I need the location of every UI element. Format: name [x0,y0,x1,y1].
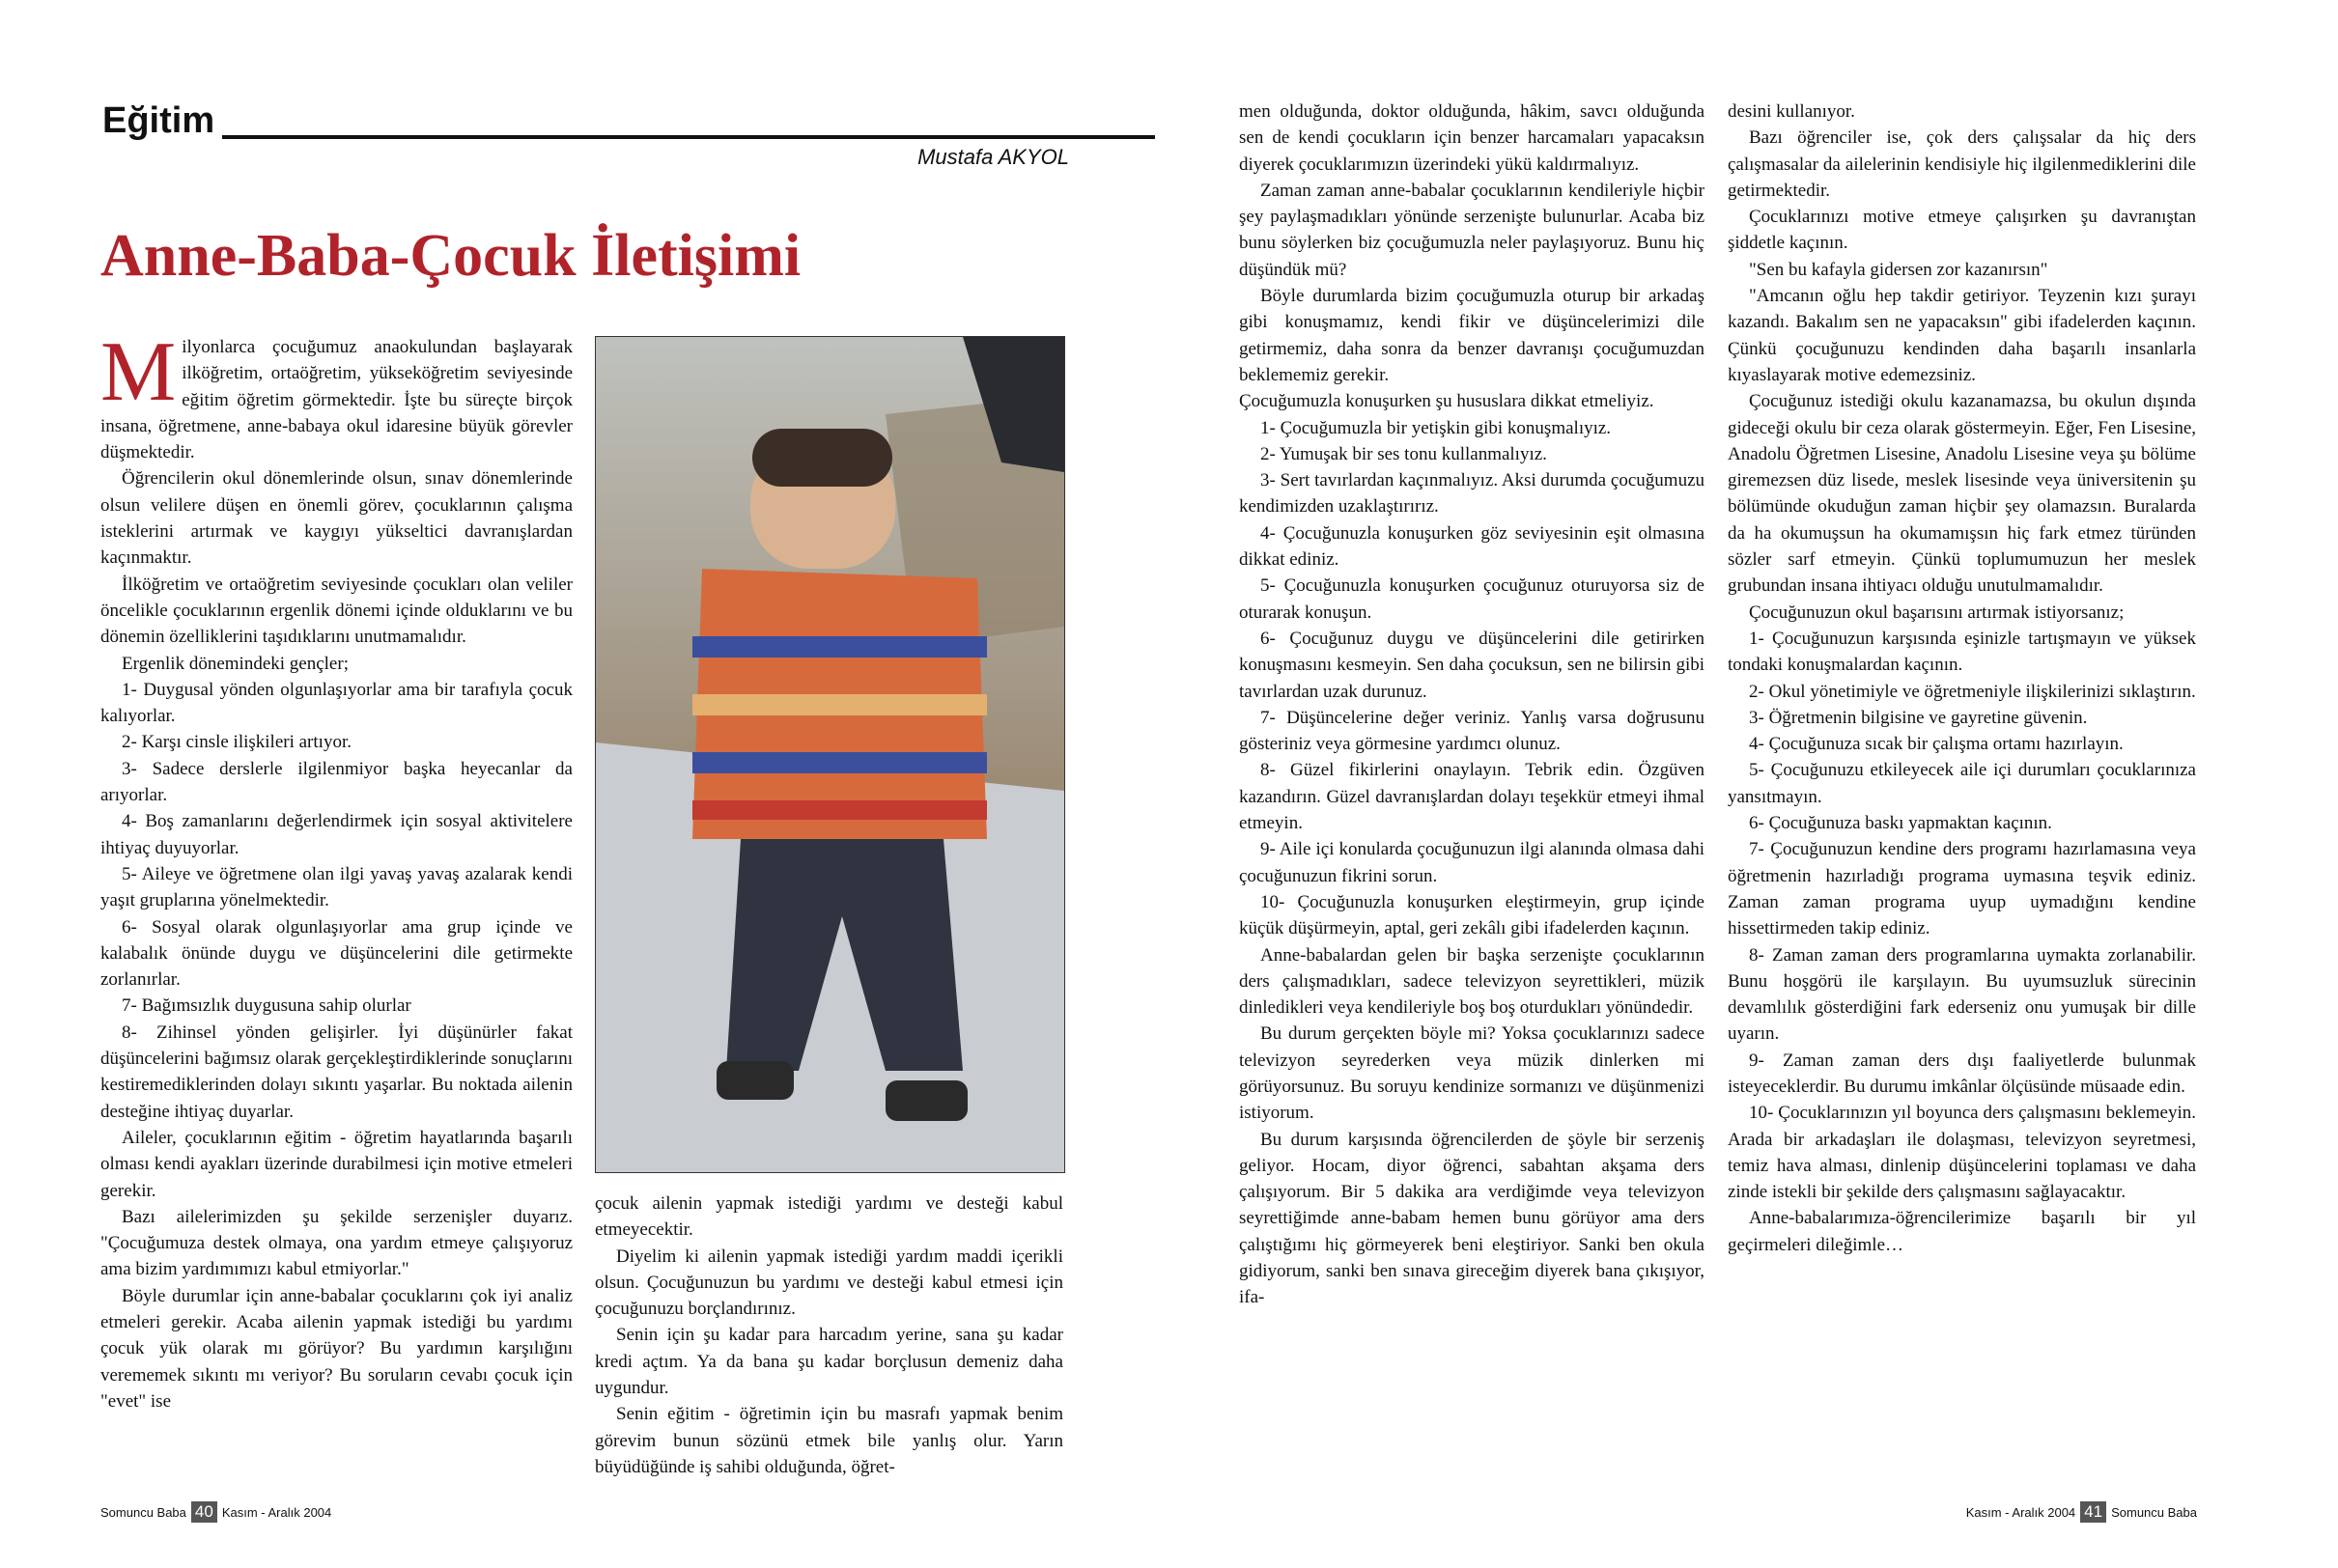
paragraph-text: 1- Çocuğumuzla bir yetişkin gibi konuşmalıyız. [1260,417,1612,438]
paragraph [1239,889,1704,942]
paragraph-text: desini kullanıyor. [1728,101,1855,122]
paragraph-text: 4- Boş zamanlarını değerlendirmek için sosyal aktivitelere ihtiyaç duyuyorlar. [100,811,573,858]
paragraph-text: Senin eğitim - öğretimin için bu masrafı yapmak benim görevim bunun sözünü etmek bile yanlış olur. Yarın büyüdüğünde iş sahibi olduğunda, öğret- [595,1404,1063,1477]
paragraph [1239,1021,1704,1126]
paragraph [1728,600,2196,626]
paragraph-text: 3- Öğretmenin bilgisine ve gayretine güvenin. [1749,707,2088,728]
page-number: 40 [191,1501,217,1523]
paragraph-text: Çocuğumuzla konuşurken şu hususlara dikkat etmeliyiz. [1239,391,1654,412]
paragraph-text: Bu durum karşısında öğrencilerden de şöyle bir serzeniş geliyor. Hocam, diyor öğrenci, sabahtan akşama ders çalışıyorum. Bir 5 dakika ara verdiğimde veya televizyon seyrettiğimde anne-babam hemen bunu görüyor ama ders çalıştığımı hiç görmeyerek beni eleştiriyor. Sanki ben okula gidiyorum, sanki ben sınava gireceğim diyerek bana çıkışıyor, ifa- [1239,1129,1704,1308]
paragraph-text: 4- Çocuğunuzla konuşurken göz seviyesinin eşit olmasına dikkat ediniz. [1239,522,1704,571]
paragraph-text: 10- Çocuğunuzla konuşurken eleştirmeyin, grup içinde küçük düşürmeyin, aptal, geri zekâlı gibi ifadelerden kaçının. [1239,891,1704,939]
paragraph-text: "Sen bu kafayla gidersen zor kazanırsın" [1749,259,2048,280]
paragraph [1239,705,1704,758]
paragraph-text: Çocuğunuz istediği okulu kazanamazsa, bu okulun dışında gideceği okulu bir ceza olarak göstermeyin. Eğer, Fen Lisesine, Anadolu Öğretmen Lisesine, Anadolu Lisesine veya şu bölüme giremezsen düz lisede, meslek lisesinde veya üniversitenin şu bölümünde okuduğun zaman hiçbir şey olamazsın. Buralarda da ha okumuşsun ha okumamışsın hiç fark etmez türünden sözler sarf etmeyin. Çünkü toplumumuzun her meslek grubundan insana ihtiyacı olduğu unutulmamalıdır. [1728,391,2196,597]
paragraph-text: 8- Zaman zaman ders programlarına uymakta zorlanabilir. Bunu hoşgörü ile karşılayın. Bu uyumsuzluk sürecinin devamlılık gösterdiğini fark ederseniz onu yumuşak bir dille uyarın. [1728,944,2196,1045]
column-3 [1239,98,1704,1311]
footer-magazine-name: Somuncu Baba [2111,1504,2197,1520]
paragraph-text: ilyonlarca çocuğumuz anaokulundan başlayarak ilköğretim, ortaöğretim, yükseköğretim seviyesinde eğitim öğretim görmektedir. İşte bu süreçte birçok insana, öğretmene, anne-babaya okul idaresine büyük görevler düşmektedir. [100,337,573,463]
paragraph-text: Aileler, çocuklarının eğitim - öğretim hayatlarında başarılı olması kendi ayakları üzerinde durabilmesi için motive etmeleri gerekir. [100,1127,573,1201]
paragraph-text: men olduğunda, doktor olduğunda, hâkim, savcı olduğunda sen de kendi çocukların için benzer harcamaları yapacaksın diyerek çocuklarımızın üzerindeki yükü kaldırmalıyız. [1239,101,1704,175]
paragraph [1728,836,2196,941]
column-1 [100,325,573,1414]
paragraph [1239,388,1704,414]
paragraph [1728,1100,2196,1205]
paragraph [100,325,573,465]
paragraph-text: 5- Aileye ve öğretmene olan ilgi yavaş yavaş azalarak kendi yaşıt gruplarına yönelmektedir. [100,863,573,911]
paragraph [1239,98,1704,178]
paragraph-text: 1- Duygusal yönden olgunlaşıyorlar ama bir tarafıyla çocuk kalıyorlar. [100,679,573,727]
paragraph [100,1020,573,1125]
article-photo [595,336,1065,1173]
paragraph [100,861,573,914]
paragraph-text: 1- Çocuğunuzun karşısında eşinizle tartışmayın ve yüksek tondaki konuşmalardan kaçının. [1728,628,2196,676]
paragraph-text: Çocuklarınızı motive etmeye çalışırken şu davranıştan şiddetle kaçının. [1728,207,2196,254]
paragraph-text: 7- Çocuğunuzun kendine ders programı hazırlamasına veya öğretmenin hazırladığı programa uymasına teşvik ediniz. Zaman zaman programa uyup uymadığını kendine hissettirmeden takip ediniz. [1728,839,2196,939]
paragraph [100,993,573,1019]
paragraph [100,465,573,571]
paragraph [1728,757,2196,810]
paragraph-text: Bazı öğrenciler ise, çok ders çalışsalar da hiç ders çalışmasalar da ailelerinin kendisiyle hiç ilgilenmediklerini dile getirmektedir. [1728,127,2196,201]
paragraph-text: Zaman zaman anne-babalar çocuklarının kendileriyle hiçbir şey paylaşmadıkları yönünde serzenişte bulunurlar. Acaba biz bunu söylerken biz çocuğumuzla neler paylaşıyoruz. Bunu hiç düşündük mü? [1239,180,1704,280]
paragraph [1728,810,2196,836]
paragraph [1239,415,1704,441]
drop-cap: M [100,325,177,419]
paragraph-text: Diyelim ki ailenin yapmak istediği yardım maddi içerikli olsun. Çocuğunuzun bu yardımı ve desteği kabul etmesi için çocuğunuzu borçlandırınız. [595,1246,1063,1320]
column-4 [1728,98,2196,1258]
section-rule [222,135,1155,139]
paragraph [1239,178,1704,283]
paragraph [1728,125,2196,204]
column-2 [595,1190,1063,1480]
paragraph [100,1283,573,1414]
footer-issue-date: Kasım - Aralık 2004 [1965,1504,2076,1520]
paragraph-text: Böyle durumlar için anne-babalar çocuklarını çok iyi analiz etmeleri gerekir. Acaba ailenin yapmak istediği bu yardımı çocuk yük olarak mı görüyor? Bu yardımın karşılığını verememek sıkıntı mı veriyor? Bu soruların cevabı çocuk için "evet" ise [100,1285,573,1412]
paragraph-text: Anne-babalardan gelen bir başka serzenişte çocuklarının ders çalışmadıkları, sadece televizyon seyrettikleri, müzik dinledikleri veya kendileriyle boş boş oturdukları yönündedir. [1239,944,1704,1019]
footer-magazine-name: Somuncu Baba [100,1504,186,1520]
paragraph-text: 2- Karşı cinsle ilişkileri artıyor. [122,732,352,753]
paragraph-text: 6- Sosyal olarak olgunlaşıyorlar ama grup içinde ve kalabalık önünde duygu ve düşüncelerini dile getirmekte zorlanırlar. [100,916,573,991]
photo-child-walking-holding-hand-icon [596,337,1064,1172]
paragraph-text: İlköğretim ve ortaöğretim seviyesinde çocukları olan veliler öncelikle çocuklarının ergenlik dönemi içinde olduklarını ve bu dönemin özelliklerini taşıdıklarını unutmamalıdır. [100,574,573,648]
paragraph [595,1322,1063,1401]
paragraph [100,729,573,755]
paragraph [1728,942,2196,1048]
paragraph-text: Anne-babalarımıza-öğrencilerimize başarılı bir yıl geçirmeleri dileğimle… [1728,1208,2196,1255]
paragraph-text: 2- Okul yönetimiyle ve öğretmeniyle ilişkilerinizi sıklaştırın. [1749,681,2196,702]
paragraph [100,677,573,730]
paragraph-text: 9- Aile içi konularda çocuğunuzun ilgi alanında olmasa dahi çocuğunuzun fikrini sorun. [1239,839,1704,886]
paragraph [1728,98,2196,125]
paragraph-text: Öğrencilerin okul dönemlerinde olsun, sınav dönemlerinde olsun velilere düşen en önemli görev, çocuklarının çalışma isteklerini artırmak ve kaygıyı yükseltici davranışlardan kaçınmaktır. [100,468,573,569]
paragraph-text: 6- Çocuğunuz duygu ve düşüncelerini dile getirirken konuşmasını kesmeyin. Sen daha çocuksun, sen ne bilirsin gibi tavırlardan uzak durunuz. [1239,628,1704,702]
paragraph [100,808,573,861]
paragraph-text: 7- Düşüncelerine değer veriniz. Yanlış varsa doğrusunu gösteriniz veya görmesine yardımcı olunuz. [1239,707,1704,755]
paragraph-text: 4- Çocuğunuza sıcak bir çalışma ortamı hazırlayın. [1749,734,2124,755]
paragraph-text: 3- Sert tavırlardan kaçınmalıyız. Aksi durumda çocuğumuzu kendimizden uzaklaştırırız. [1239,470,1704,518]
paragraph-text: "Amcanın oğlu hep takdir getiriyor. Teyzenin kızı şurayı kazandı. Bakalım sen ne yapacaksın" gibi ifadelerden kaçının. Çünkü çocuğunuzu kendinden daha başarılı insanlarla kıyaslayarak motive edemezsiniz. [1728,286,2196,385]
paragraph [100,756,573,809]
paragraph-text: 3- Sadece derslerle ilgilenmiyor başka heyecanlar da arıyorlar. [100,758,573,806]
paragraph-text: çocuk ailenin yapmak istediği yardımı ve desteği kabul etmeyecektir. [595,1193,1063,1241]
paragraph [1728,388,2196,599]
paragraph [1728,283,2196,388]
paragraph [1239,520,1704,574]
section-label: Eğitim [102,100,215,141]
paragraph [595,1401,1063,1480]
footer-issue-date: Kasım - Aralık 2004 [221,1504,332,1520]
paragraph-text: 9- Zaman zaman ders dışı faaliyetlerde bulunmak isteyeceklerdir. Bu durumu imkânlar ölçüsünde müsaade edin. [1728,1050,2196,1097]
paragraph-text: Senin için şu kadar para harcadım yerine, sana şu kadar kredi açtım. Ya da bana şu kadar borçlusun demeniz daha uygundur. [595,1325,1063,1399]
paragraph [1239,626,1704,705]
paragraph [1728,705,2196,731]
paragraph [1239,283,1704,388]
footer-right [1966,1501,2197,1523]
paragraph-text: Çocuğunuzun okul başarısını artırmak istiyorsanız; [1749,602,2125,623]
paragraph [1239,1127,1704,1311]
paragraph-text: 10- Çocuklarınızın yıl boyunca ders çalışmasını beklemeyin. Arada bir arkadaşları ile dolaşması, televizyon seyretmesi, temiz hava alması, dinlenip düşüncelerini toplaması ve daha zinde istekli bir şekilde ders çalışmasını sağlayacaktır. [1728,1103,2196,1203]
paragraph-text: 5- Çocuğunuzla konuşurken çocuğunuz oturuyorsa siz de oturarak konuşun. [1239,575,1704,623]
paragraph [100,1125,573,1204]
paragraph [1239,942,1704,1022]
paragraph [1728,731,2196,757]
paragraph [1728,204,2196,257]
paragraph-text: 8- Zihinsel yönden gelişirler. İyi düşünürler fakat düşüncelerini bağımsız olarak gerçekleştirdiklerinde sonuçlarını kestiremediklerinden dolayı sıkıntı yaşarlar. Bu noktada ailenin desteğine ihtiyaç duyarlar. [100,1022,573,1122]
paragraph [100,1204,573,1283]
paragraph [1239,441,1704,467]
paragraph [1728,626,2196,679]
paragraph-text: 6- Çocuğunuza baskı yapmaktan kaçının. [1749,813,2052,834]
paragraph [100,651,573,677]
paragraph-text: 7- Bağımsızlık duygusuna sahip olurlar [122,995,411,1017]
paragraph [1239,836,1704,889]
paragraph-text: 8- Güzel fikirlerini onaylayın. Tebrik edin. Özgüven kazandırın. Güzel davranışlardan dolayı teşekkür etmeyi ihmal etmeyin. [1239,760,1704,834]
paragraph [1239,757,1704,836]
paragraph [1728,1048,2196,1101]
paragraph-text: Bu durum gerçekten böyle mi? Yoksa çocuklarınızı sadece televizyon seyrederken veya müzik dinlerken mi görüyorsunuz. Bu soruyu kendinize sormanızı ve düşünmenizi istiyorum. [1239,1023,1704,1124]
paragraph-text: Bazı ailelerimizden şu şekilde serzenişler duyarız. "Çocuğumuza destek olmaya, ona yardım etmeye çalışıyoruz ama bizim yardımımızı kabul etmiyorlar." [100,1206,573,1280]
paragraph-text: 5- Çocuğunuzu etkileyecek aile içi durumları çocuklarınıza yansıtmayın. [1728,760,2196,807]
paragraph [100,914,573,994]
footer-left [100,1501,331,1523]
paragraph [1728,257,2196,283]
article-title: Anne-Baba-Çocuk İletişimi [100,223,802,289]
paragraph [1728,679,2196,705]
paragraph [1239,573,1704,626]
paragraph-text: Ergenlik dönemindeki gençler; [122,653,349,674]
author-name: Mustafa AKYOL [917,145,1069,169]
paragraph-text: 2- Yumuşak bir ses tonu kullanmalıyız. [1260,443,1547,464]
paragraph [1239,467,1704,520]
paragraph [595,1244,1063,1323]
page-number: 41 [2080,1501,2106,1523]
paragraph [1728,1205,2196,1258]
paragraph [100,572,573,651]
paragraph-text: Böyle durumlarda bizim çocuğumuzla oturup bir arkadaş gibi konuşmamız, kendi fikir ve düşüncelerimizi dile getirmemiz, daha sonra da benzer davranışı çocuğumuzdan beklememiz gerekir. [1239,286,1704,385]
paragraph [595,1190,1063,1244]
